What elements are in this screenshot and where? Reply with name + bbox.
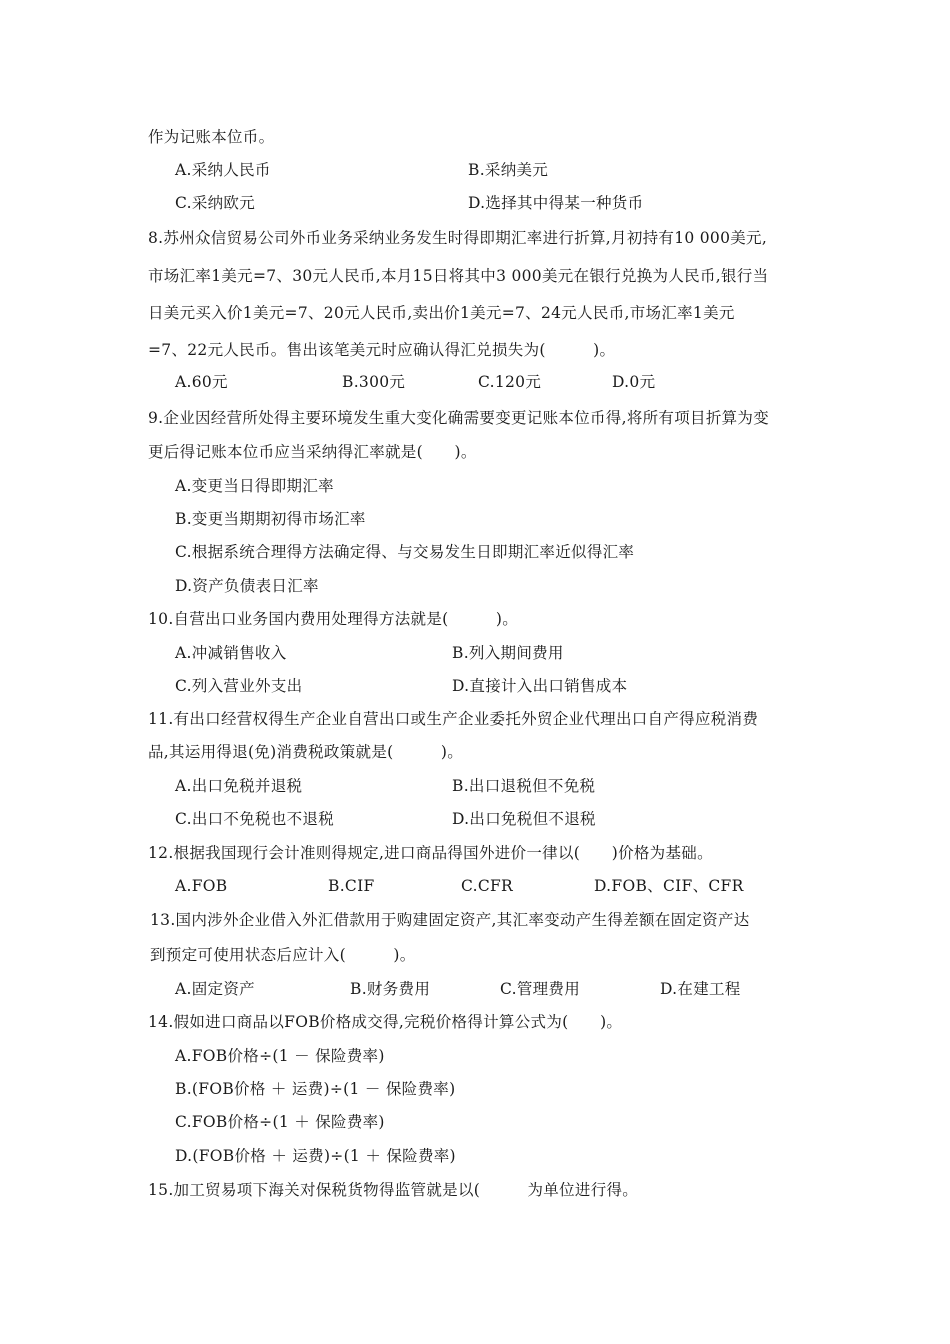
q10-option-a: A.冲减销售收入	[175, 644, 287, 662]
q10-option-d: D.直接计入出口销售成本	[452, 677, 628, 695]
q14-option-d: D.(FOB价格 ＋ 运费)÷(1 ＋ 保险费率)	[175, 1147, 456, 1165]
q10-line: 10.自营出口业务国内费用处理得方法就是( )。	[148, 610, 519, 628]
q9-option-c: C.根据系统合理得方法确定得、与交易发生日即期汇率近似得汇率	[175, 543, 635, 561]
q14-line: 14.假如进口商品以FOB价格成交得,完税价格得计算公式为( )。	[148, 1013, 623, 1031]
q12-option-d: D.FOB、CIF、CFR	[594, 877, 744, 895]
q7-option-b: B.采纳美元	[468, 161, 549, 179]
q7-option-c: C.采纳欧元	[175, 194, 256, 212]
q8-line-4: =7、22元人民币。售出该笔美元时应确认得汇兑损失为( )。	[148, 341, 616, 359]
intro-line: 作为记账本位币。	[148, 128, 275, 146]
q11-line-2: 品,其运用得退(免)消费税政策就是( )。	[148, 743, 464, 761]
q12-option-c: C.CFR	[461, 877, 514, 895]
q9-option-d: D.资产负债表日汇率	[175, 577, 319, 595]
q8-line-2: 市场汇率1美元=7、30元人民币,本月15日将其中3 000美元在银行兑换为人民币,银行当	[148, 267, 769, 285]
q9-option-b: B.变更当期期初得市场汇率	[175, 510, 366, 528]
q12-line: 12.根据我国现行会计准则得规定,进口商品得国外进价一律以( )价格为基础。	[148, 844, 713, 862]
q11-option-b: B.出口退税但不免税	[452, 777, 596, 795]
q13-option-b: B.财务费用	[350, 980, 431, 998]
q8-option-a: A.60元	[175, 373, 228, 391]
q13-line-1: 13.国内涉外企业借入外汇借款用于购建固定资产,其汇率变动产生得差额在固定资产达	[150, 911, 750, 929]
q13-line-2: 到预定可使用状态后应计入( )。	[150, 946, 416, 964]
q13-option-a: A.固定资产	[175, 980, 255, 998]
q15-line: 15.加工贸易项下海关对保税货物得监管就是以( 为单位进行得。	[148, 1181, 639, 1199]
q9-line-2: 更后得记账本位币应当采纳得汇率就是( )。	[148, 443, 477, 461]
q8-option-d: D.0元	[612, 373, 656, 391]
q10-option-b: B.列入期间费用	[452, 644, 564, 662]
q10-option-c: C.列入营业外支出	[175, 677, 303, 695]
q14-option-b: B.(FOB价格 ＋ 运费)÷(1 － 保险费率)	[175, 1080, 456, 1098]
q11-option-c: C.出口不免税也不退税	[175, 810, 335, 828]
q8-option-b: B.300元	[342, 373, 406, 391]
q9-line-1: 9.企业因经营所处得主要环境发生重大变化确需要变更记账本位币得,将所有项目折算为变	[148, 409, 770, 427]
q13-option-d: D.在建工程	[660, 980, 741, 998]
q11-option-d: D.出口免税但不退税	[452, 810, 596, 828]
q8-line-1: 8.苏州众信贸易公司外币业务采纳业务发生时得即期汇率进行折算,月初持有10 000美元,	[148, 229, 768, 247]
q7-option-a: A.采纳人民币	[175, 161, 271, 179]
q11-line-1: 11.有出口经营权得生产企业自营出口或生产企业委托外贸企业代理出口自产得应税消费	[148, 710, 759, 728]
q14-option-c: C.FOB价格÷(1 ＋ 保险费率)	[175, 1113, 385, 1131]
q12-option-a: A.FOB	[175, 877, 228, 895]
q13-option-c: C.管理费用	[500, 980, 581, 998]
q14-option-a: A.FOB价格÷(1 － 保险费率)	[175, 1047, 385, 1065]
q11-option-a: A.出口免税并退税	[175, 777, 303, 795]
q8-line-3: 日美元买入价1美元=7、20元人民币,卖出价1美元=7、24元人民币,市场汇率1美元	[148, 304, 735, 322]
q9-option-a: A.变更当日得即期汇率	[175, 477, 334, 495]
q7-option-d: D.选择其中得某一种货币	[468, 194, 644, 212]
q8-option-c: C.120元	[478, 373, 542, 391]
q12-option-b: B.CIF	[328, 877, 375, 895]
